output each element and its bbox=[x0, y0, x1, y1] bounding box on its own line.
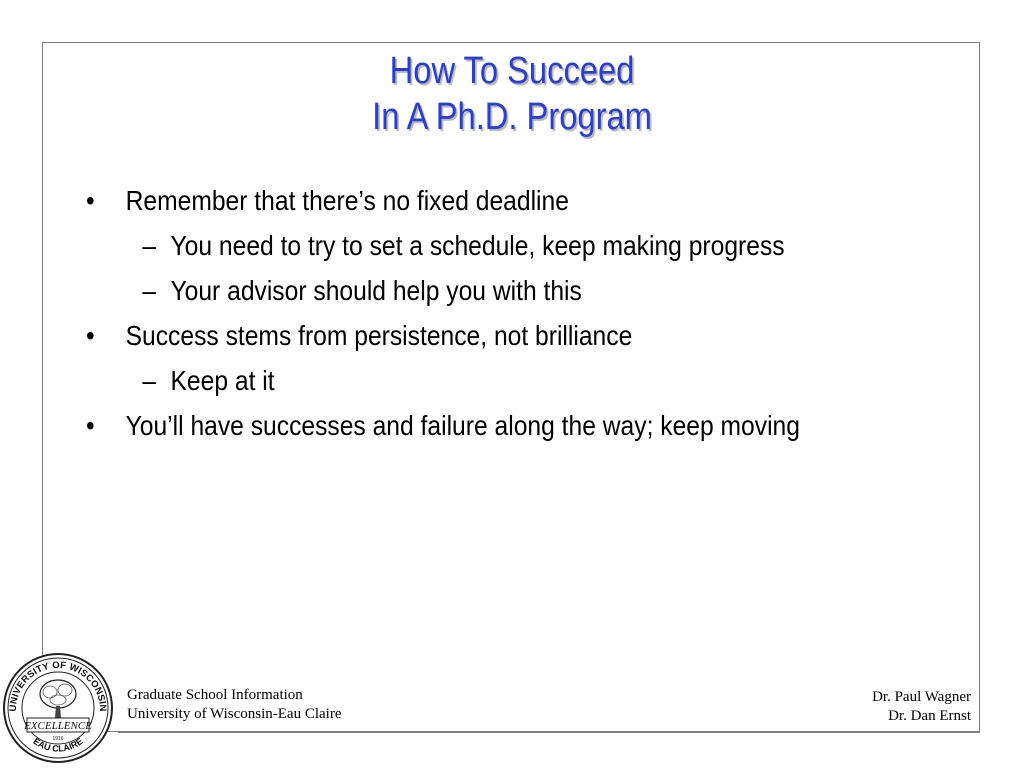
bullet-item bbox=[86, 182, 860, 227]
sub-bullet-text: Your advisor should help you with this bbox=[170, 275, 582, 306]
title-line-2: In A Ph.D. Program bbox=[372, 96, 652, 138]
sub-bullet-item bbox=[86, 362, 860, 407]
bullet-item bbox=[86, 317, 860, 362]
footer-left bbox=[127, 686, 342, 724]
sub-bullet-item bbox=[86, 227, 860, 272]
footer-right bbox=[872, 688, 971, 726]
bullet-mark: • bbox=[86, 185, 95, 216]
bullet-mark: • bbox=[86, 320, 95, 351]
seal-top-text: UNIVERSITY OF WISCONSIN bbox=[7, 659, 109, 712]
footer-right-line-1: Dr. Paul Wagner bbox=[872, 689, 971, 705]
university-seal-icon bbox=[2, 652, 114, 764]
bullet-text: Success stems from persistence, not brilliance bbox=[125, 320, 633, 351]
sub-bullet-text: You need to try to set a schedule, keep making progress bbox=[170, 230, 785, 261]
bullet-item bbox=[86, 407, 860, 452]
bullet-mark: • bbox=[86, 410, 95, 441]
dash-mark: – bbox=[142, 230, 157, 261]
footer-left-line-2: University of Wisconsin-Eau Claire bbox=[127, 706, 342, 722]
seal-bottom-text: EAU CLAIRE bbox=[31, 735, 85, 754]
seal-year: 1916 bbox=[52, 736, 64, 742]
bullet-text: Remember that there’s no fixed deadline bbox=[125, 185, 569, 216]
title-line-1: How To Succeed bbox=[389, 50, 635, 92]
footer-left-line-1: Graduate School Information bbox=[127, 687, 303, 703]
bullet-list bbox=[86, 182, 860, 452]
dash-mark: – bbox=[142, 275, 157, 306]
sub-bullet-item bbox=[86, 272, 860, 317]
sub-bullet-text: Keep at it bbox=[170, 365, 275, 396]
footer-right-line-2: Dr. Dan Ernst bbox=[888, 708, 971, 724]
dash-mark: – bbox=[142, 365, 157, 396]
footer-divider bbox=[118, 732, 980, 733]
bullet-text: You’ll have successes and failure along the way; keep moving bbox=[125, 410, 800, 441]
slide-title bbox=[72, 48, 953, 140]
seal-motto: EXCELLENCE bbox=[24, 720, 92, 732]
